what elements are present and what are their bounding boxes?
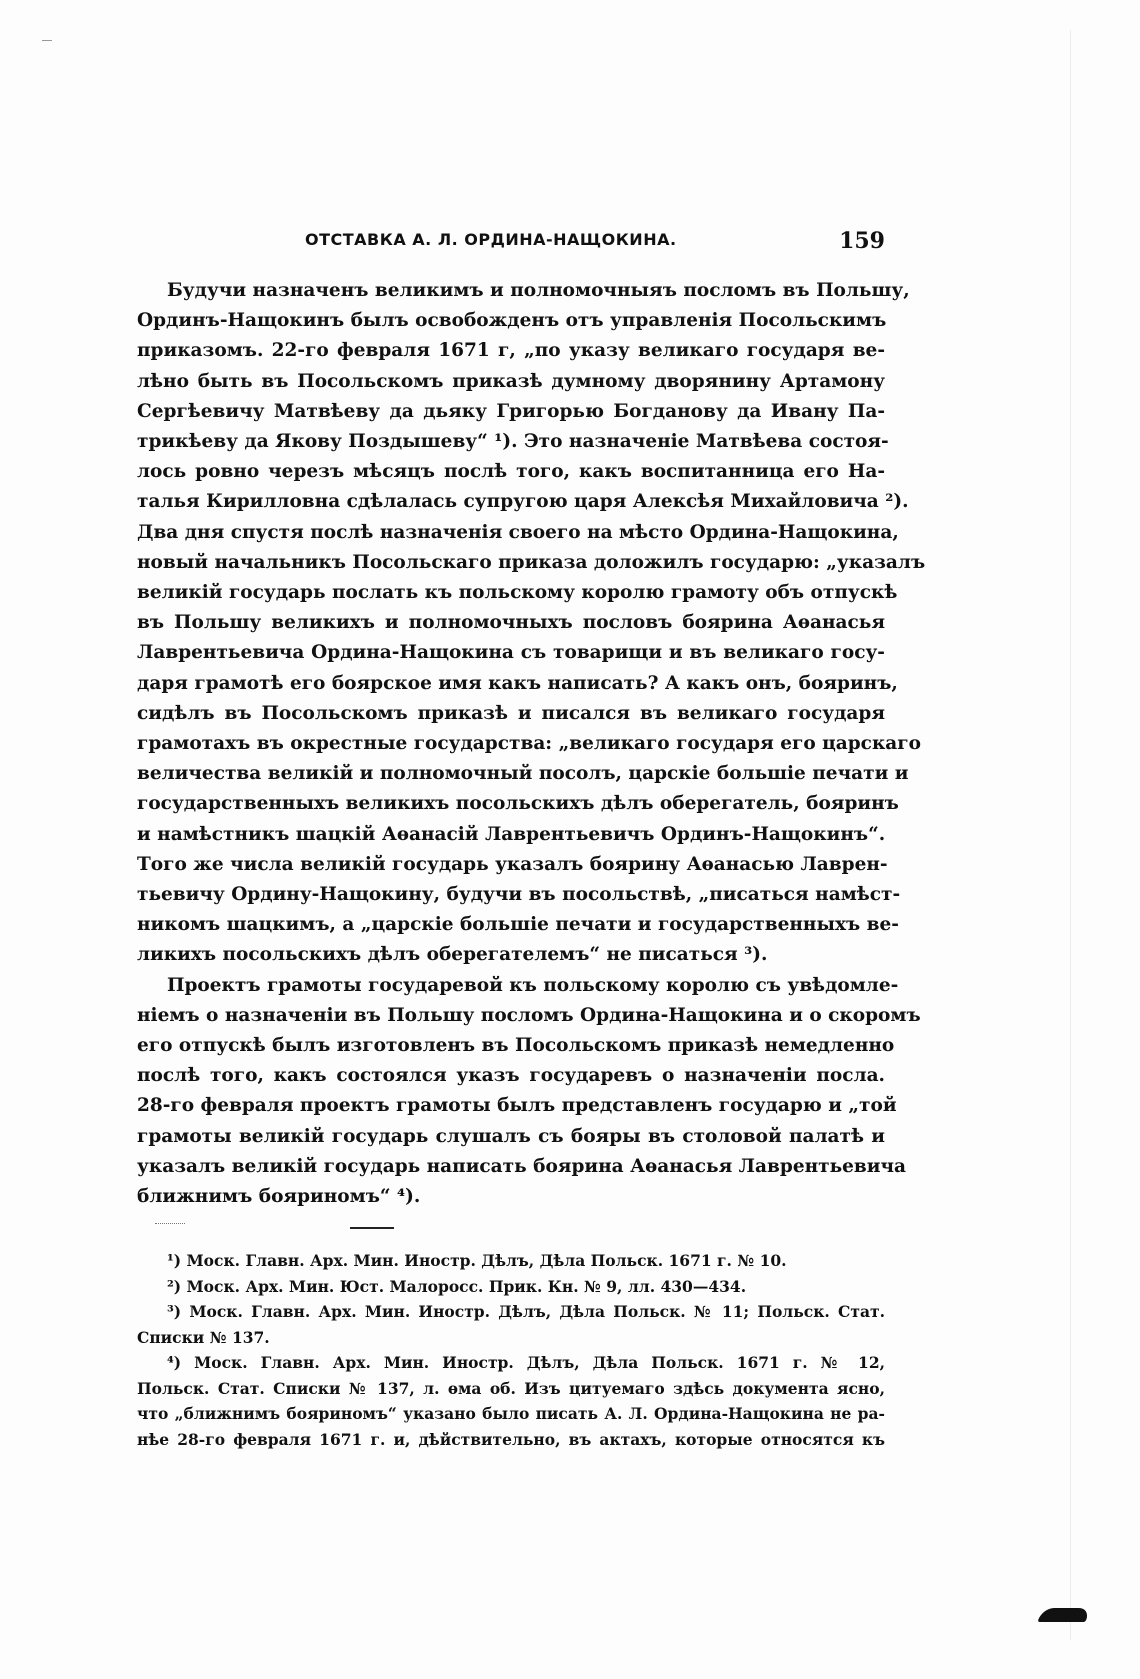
footnote-line: ¹) Моск. Главн. Арх. Мин. Иностр. Дѣлъ, Дѣла Польск. 1671 г. № 10. — [167, 1251, 787, 1270]
page-edge-shadow — [1070, 30, 1071, 1640]
footnote-line: ³) Моск. Главн. Арх. Мин. Иностр. Дѣлъ, Дѣла Польск. № 11; Польск. Стат. — [167, 1302, 885, 1321]
text-line: и намѣстникъ шацкій Аѳанасій Лаврентьевичъ Ординъ-Нащокинъ“. — [137, 823, 886, 845]
text-line: указалъ великій государь написать боярина Аѳанасья Лаврентьевича — [137, 1155, 907, 1177]
footnote-line: ⁴) Моск. Главн. Арх. Мин. Иностр. Дѣлъ, Дѣла Польск. 1671 г. № 12, — [167, 1353, 885, 1372]
text-line: послѣ того, какъ состоялся указъ государевъ о назначеніи посла. — [137, 1065, 885, 1087]
text-line: грамоты великій государь слушалъ съ бояры въ столовой палатѣ и — [137, 1125, 885, 1147]
text-line: Ординъ-Нащокинъ былъ освобожденъ отъ управленія Посольскимъ — [137, 310, 887, 332]
text-line: государственныхъ великихъ посольскихъ дѣлъ оберегатель, бояринъ — [137, 793, 899, 815]
text-line: Того же числа великій государь указалъ боярину Аѳанасью Лаврен- — [137, 853, 888, 875]
text-line: Будучи назначенъ великимъ и полномочныяъ посломъ въ Польшу, — [167, 280, 910, 301]
text-line: ніемъ о назначеніи въ Польшу посломъ Ордина-Нащокина и о скоромъ — [137, 1004, 921, 1026]
footnote-line: ²) Моск. Арх. Мин. Юст. Малоросс. Прик. Кн. № 9, лл. 430—434. — [167, 1276, 747, 1296]
footnote-line: нѣе 28-го февраля 1671 г. и, дѣйствительно, въ актахъ, которые относятся къ — [137, 1429, 885, 1449]
text-line: новый начальникъ Посольскаго приказа доложилъ государю: „указалъ — [137, 551, 926, 573]
text-line: великій государь послать къ польскому королю грамоту объ отпускѣ — [137, 582, 898, 604]
main-text — [137, 276, 926, 1212]
text-line: лѣно быть въ Посольскомъ приказѣ думному дворянину Артамону — [137, 370, 885, 392]
page-header — [305, 228, 885, 258]
footnote-separator — [350, 1227, 394, 1229]
text-line: тьевичу Ордину-Нащокину, будучи въ посольствѣ, „писаться намѣст- — [137, 884, 901, 906]
text-line: лось ровно черезъ мѣсяцъ послѣ того, какъ воспитанница его На- — [137, 461, 885, 483]
text-line: Сергѣевичу Матвѣеву да дьяку Григорью Богданову да Ивану Па- — [137, 400, 885, 422]
text-line: сидѣлъ въ Посольскомъ приказѣ и писался въ великаго государя — [137, 702, 885, 724]
text-line: никомъ шацкимъ, а „царскіе большіе печати и государственныхъ ве- — [137, 914, 899, 936]
text-line: Лаврентьевича Ордина-Нащокина съ товарищи и въ великаго госу- — [137, 642, 885, 664]
footnotes — [137, 1248, 885, 1452]
text-line: въ Польшу великихъ и полномочныхъ пословъ боярина Аѳанасья — [137, 612, 885, 634]
text-line: приказомъ. 22-го февраля 1671 г, „по указу великаго государя ве- — [137, 340, 885, 362]
dotted-mark — [155, 1223, 185, 1225]
text-line: Проектъ грамоты государевой къ польскому королю съ увѣдомле- — [167, 974, 899, 996]
text-line: Два дня спустя послѣ назначенія своего на мѣсто Ордина-Нащокина, — [137, 521, 899, 543]
text-line: талья Кирилловна сдѣлалась супругою царя Алексѣя Михайловича ²). — [137, 491, 909, 513]
text-line: его отпускѣ былъ изготовленъ въ Посольскомъ приказѣ немедленно — [137, 1035, 895, 1057]
footnote-line: что „ближнимъ бояриномъ“ указано было писать А. Л. Ордина-Нащокина не ра- — [137, 1404, 885, 1423]
text-line: 28-го февраля проектъ грамоты былъ представленъ государю и „той — [137, 1095, 897, 1117]
text-line: даря грамотѣ его боярское имя какъ написать? А какъ онъ, бояринъ, — [137, 672, 898, 694]
ink-blot — [1037, 1608, 1090, 1622]
page-edge-mark — [42, 40, 52, 41]
running-head: ОТСТАВКА А. Л. ОРДИНА-НАЩОКИНА. — [305, 230, 677, 249]
text-line: трикѣеву да Якову Поздышеву“ ¹). Это назначеніе Матвѣева состоя- — [137, 431, 889, 453]
footnote-line: Польск. Стат. Списки № 137, л. ѳма об. Изъ цитуемаго здѣсь документа ясно, — [137, 1378, 885, 1398]
text-line: ликихъ посольскихъ дѣлъ оберегателемъ“ не писаться ³). — [137, 944, 768, 966]
text-line: величества великій и полномочный посолъ, царскіе большіе печати и — [137, 763, 909, 785]
page-number: 159 — [839, 228, 885, 254]
text-line: грамотахъ въ окрестные государства: „великаго государя его царскаго — [137, 733, 921, 755]
text-line: ближнимъ бояриномъ“ ⁴). — [137, 1186, 421, 1208]
footnote-line: Списки № 137. — [137, 1327, 270, 1347]
